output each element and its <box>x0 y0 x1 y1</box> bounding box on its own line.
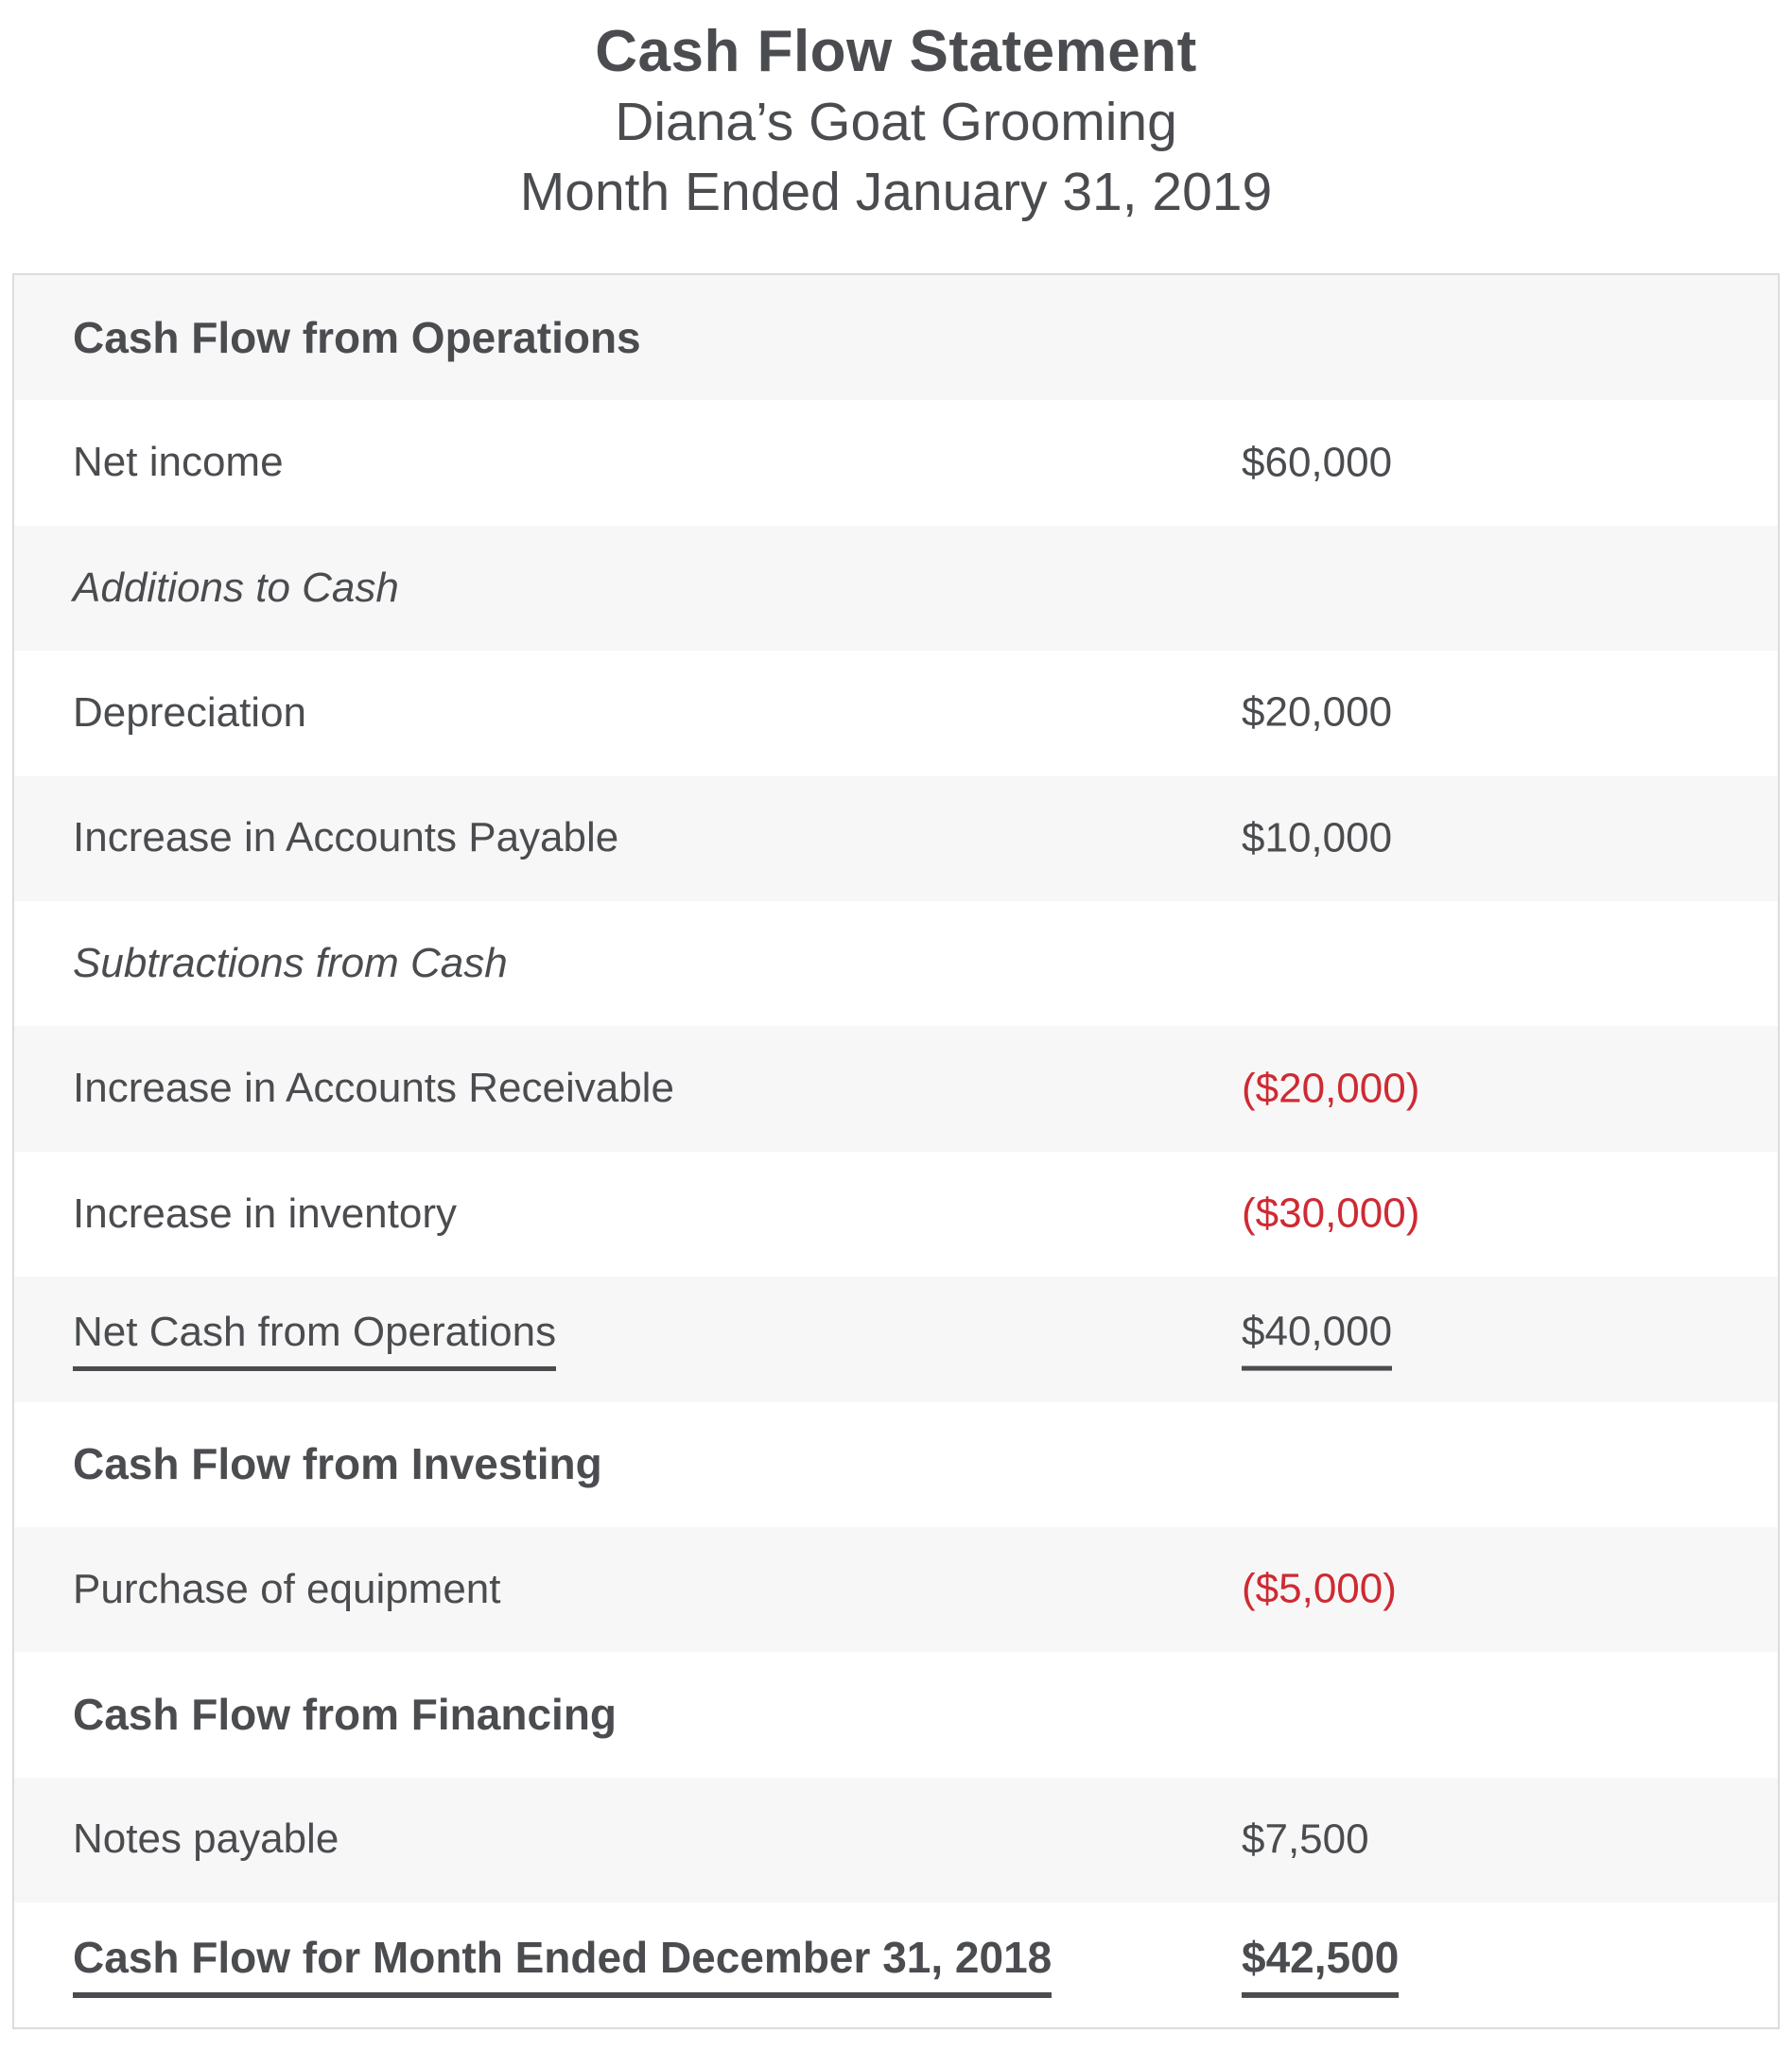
row-value <box>1242 1815 1369 1865</box>
statement-table <box>12 273 1780 2029</box>
row-label <box>73 1565 501 1615</box>
row-label-text: Cash Flow for Month Ended December 31, 2018 <box>73 1932 1052 1998</box>
row-label <box>73 813 618 863</box>
row-label <box>73 1438 602 1490</box>
row-label-text: Subtractions from Cash <box>73 939 508 986</box>
row-value <box>1242 1565 1397 1615</box>
row-label-text: Net income <box>73 439 284 486</box>
page-title: Cash Flow Statement <box>595 19 1197 84</box>
row-label-text: Net Cash from Operations <box>73 1308 556 1371</box>
row-label <box>73 1064 674 1114</box>
table-row <box>14 1026 1778 1151</box>
row-label <box>73 312 641 364</box>
row-label <box>73 438 284 488</box>
row-label-text: Increase in Accounts Receivable <box>73 1065 674 1112</box>
row-value <box>1242 688 1392 738</box>
row-label-text: Depreciation <box>73 688 307 736</box>
table-row <box>14 1402 1778 1527</box>
table-row <box>14 1152 1778 1277</box>
row-value-text: ($30,000) <box>1242 1190 1420 1237</box>
row-value-text: $60,000 <box>1242 439 1393 486</box>
table-row <box>14 776 1778 901</box>
table-row <box>14 651 1778 775</box>
table-row <box>14 901 1778 1026</box>
row-value <box>1242 813 1392 863</box>
row-value-text: $40,000 <box>1242 1308 1392 1371</box>
table-row <box>14 1778 1778 1902</box>
row-label <box>73 939 508 989</box>
row-label <box>73 688 306 738</box>
row-value <box>1242 438 1392 488</box>
row-value <box>1242 1064 1419 1114</box>
table-row <box>14 275 1778 400</box>
row-value-text: $10,000 <box>1242 814 1393 861</box>
row-label-text: Notes payable <box>73 1815 339 1863</box>
row-label <box>73 564 399 614</box>
row-value <box>1242 1308 1392 1371</box>
row-label <box>73 1932 1052 1998</box>
table-row <box>14 400 1778 525</box>
row-value-text: $42,500 <box>1242 1932 1399 1998</box>
row-value-text: ($5,000) <box>1242 1565 1397 1612</box>
row-value-text: ($20,000) <box>1242 1065 1420 1112</box>
row-label-text: Cash Flow from Financing <box>73 1689 618 1739</box>
table-row <box>14 1652 1778 1777</box>
row-label-text: Additions to Cash <box>73 564 399 611</box>
row-value <box>1242 1932 1399 1998</box>
row-value-text: $7,500 <box>1242 1815 1369 1863</box>
row-value-text: $20,000 <box>1242 688 1393 736</box>
row-label <box>73 1308 556 1371</box>
row-label <box>73 1190 457 1240</box>
row-label <box>73 1815 339 1865</box>
table-row <box>14 1902 1778 2027</box>
row-label-text: Cash Flow from Investing <box>73 1439 602 1489</box>
row-label-text: Increase in inventory <box>73 1190 457 1237</box>
row-label-text: Increase in Accounts Payable <box>73 814 619 861</box>
subtitle-period: Month Ended January 31, 2019 <box>519 162 1273 222</box>
row-label-text: Purchase of equipment <box>73 1565 501 1612</box>
row-label <box>73 1689 617 1741</box>
row-label-text: Cash Flow from Operations <box>73 312 641 362</box>
table-row <box>14 1277 1778 1401</box>
table-row <box>14 526 1778 651</box>
subtitle-company: Diana’s Goat Grooming <box>615 92 1177 152</box>
row-value <box>1242 1190 1419 1240</box>
document-header <box>0 0 1792 227</box>
table-row <box>14 1527 1778 1652</box>
